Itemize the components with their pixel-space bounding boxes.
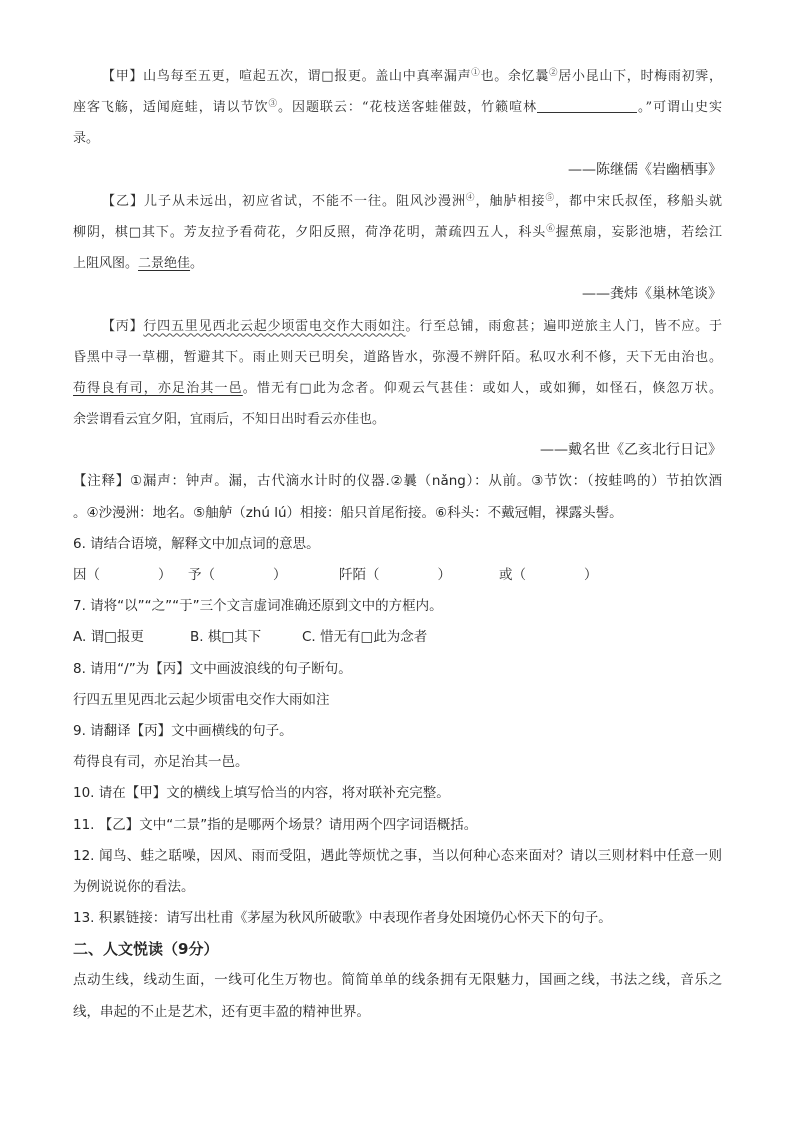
passage-source: ——陈继儒《岩幽栖事》 bbox=[568, 161, 722, 178]
question-8-sentence: 行四五里见西北云起少顷雷电交作大雨如注 bbox=[73, 691, 330, 708]
passage-line bbox=[73, 404, 722, 435]
question-13: 13. 积累链接：请写出杜甫《茅屋为秋风所破歌》中表现作者身处困境仍心怀天下的句子。 bbox=[73, 910, 612, 927]
question-7-options bbox=[73, 622, 722, 653]
text-segment: 居小昆山下，时梅雨初霁， bbox=[558, 69, 722, 84]
underlined-sentence: 苟得良有司，亦足治其一邑 bbox=[73, 380, 243, 396]
footnote-mark: ② bbox=[549, 68, 559, 78]
question-11: 11. 【乙】文中“二景”指的是哪两个场景？请用两个四字词语概括。 bbox=[73, 816, 478, 833]
text-segment: 昏黑中寻一草棚，暂避其下。雨止则天已明矣，道路皆水，弥漫不辨阡陌。私叹水利不修，天下无由治也。 bbox=[73, 349, 722, 365]
option-b: B. 棋□其下 bbox=[190, 629, 262, 646]
passage-line bbox=[73, 61, 722, 92]
passage-line bbox=[73, 123, 722, 154]
question-6-answer-row bbox=[73, 560, 722, 591]
question-12 bbox=[73, 841, 722, 903]
footnote-mark: ④ bbox=[465, 192, 476, 203]
page-content bbox=[73, 61, 722, 1028]
wavy-underlined-sentence: 行四五里见西北云起少顷雷电交作大雨如注 bbox=[143, 318, 406, 334]
passage-source: ——戴名世《乙亥北行日记》 bbox=[540, 442, 722, 459]
text-segment: 。④沙漫洲：地名。⑤舳舻（zhú lú）相接：船只首尾衔接。⑥科头：不戴冠帽，裸露头髻。 bbox=[73, 504, 623, 521]
text-segment: 。因题联云：“花枝送客蛙催鼓，竹籁喧林 bbox=[278, 100, 538, 116]
section-title: 二、人文悦读（9分） bbox=[73, 940, 219, 959]
text-segment: 录。 bbox=[73, 131, 100, 147]
question-6: 6. 请结合语境，解释文中加点词的意思。 bbox=[73, 535, 320, 552]
text-segment: 【甲】山鸟每至五更，喧起五次，谓□报更。盖山中真率漏声 bbox=[102, 69, 472, 84]
dotted-word: 阡陌 bbox=[339, 567, 366, 583]
paren-close: ） bbox=[158, 567, 172, 583]
passage-line bbox=[73, 373, 722, 404]
question-12-line bbox=[73, 841, 722, 872]
note-line bbox=[73, 466, 722, 497]
passage-jia bbox=[73, 61, 722, 155]
dotted-word: 予 bbox=[188, 567, 202, 583]
paragraph-line bbox=[73, 965, 722, 996]
paren-close: ） bbox=[273, 567, 287, 583]
text-segment: 12. 闻鸟、蛙之聒噪，因风、雨而受阻，遇此等烦忧之事，当以何种心态来面对？请以三则材料中任意一则 bbox=[73, 847, 722, 864]
text-segment: 线，串起的不止是艺术，还有更丰盈的精神世界。 bbox=[73, 1003, 370, 1020]
note-line bbox=[73, 498, 722, 529]
passage-line bbox=[73, 186, 722, 217]
answer-blank-line bbox=[537, 100, 637, 113]
text-segment: 。行至总铺，雨愈甚；遍叩逆旅主人门，皆不应。于 bbox=[405, 318, 722, 334]
paragraph-line bbox=[73, 997, 722, 1028]
dotted-word: 因 bbox=[73, 567, 87, 583]
footnote-mark: ① bbox=[471, 68, 481, 78]
text-segment: 点动生线，线动生面，一线可化生万物也。简简单单的线条拥有无限魅力，国画之线，书法之线，音乐之 bbox=[73, 972, 722, 989]
option-c: C. 惜无有□此为念者 bbox=[302, 629, 428, 646]
passage-yi bbox=[73, 186, 722, 280]
text-segment: 。”可谓山史实 bbox=[637, 100, 722, 116]
text-segment: 握蕉扇，妄影池塘，若绘江 bbox=[555, 224, 722, 240]
passage-bing bbox=[73, 311, 722, 436]
footnote-mark: ③ bbox=[268, 99, 279, 110]
passage-line bbox=[73, 311, 722, 342]
question-6-item bbox=[73, 560, 188, 591]
dotted-word: 或 bbox=[499, 567, 513, 583]
question-10: 10. 请在【甲】文的横线上填写恰当的内容，将对联补充完整。 bbox=[73, 785, 450, 802]
text-segment: 柳阴，棋□其下。芳友拉予看荷花，夕阳反照，荷净花明，萧疏四五人，科头 bbox=[73, 224, 547, 240]
text-segment: ，都中宋氏叔侄，移船头就 bbox=[554, 193, 722, 209]
option-a: A. 谓□报更 bbox=[73, 629, 144, 646]
question-7: 7. 请将“以”“之”“于”三个文言虚词准确还原到文中的方框内。 bbox=[73, 598, 443, 615]
annotation-notes bbox=[73, 466, 722, 528]
footnote-mark: ⑥ bbox=[546, 223, 556, 234]
paren-open: （ bbox=[512, 567, 526, 583]
underlined-sentence: 二景绝佳 bbox=[138, 256, 191, 272]
question-9-sentence: 苟得良有司，亦足治其一邑。 bbox=[73, 754, 249, 771]
footnote-mark: ⑤ bbox=[545, 192, 555, 203]
section-intro-paragraph bbox=[73, 965, 722, 1027]
text-segment: 为例说说你的看法。 bbox=[73, 878, 195, 895]
text-segment: 【注释】①漏声：钟声。漏，古代滴水计时的仪器.②曩（nǎng）：从前。③节饮：（按蛙鸣的）节拍饮酒 bbox=[73, 473, 722, 490]
passage-line bbox=[73, 342, 722, 373]
text-segment: 。 bbox=[190, 256, 204, 272]
text-segment: 。惜无有□此为念者。仰观云气甚佳：或如人，或如狮，如怪石，倏忽万状。 bbox=[242, 380, 722, 396]
text-segment: 上阻风图。 bbox=[73, 256, 139, 272]
question-6-item bbox=[499, 560, 598, 591]
question-8: 8. 请用“/”为【丙】文中画波浪线的句子断句。 bbox=[73, 660, 352, 677]
passage-line bbox=[73, 248, 722, 279]
text-segment: 余尝谓看云宜夕阳，宜雨后，不知日出时看云亦佳也。 bbox=[73, 412, 386, 428]
question-12-line bbox=[73, 872, 722, 903]
text-segment: 座客飞觞，适闻庭蛙，请以节饮 bbox=[73, 100, 269, 116]
paren-open: （ bbox=[366, 567, 380, 583]
question-6-item bbox=[188, 560, 339, 591]
paren-open: （ bbox=[86, 567, 100, 583]
paren-open: （ bbox=[201, 567, 215, 583]
text-segment: ，舳胪相接 bbox=[475, 193, 546, 209]
question-6-item bbox=[339, 560, 499, 591]
paren-close: ） bbox=[584, 567, 598, 583]
passage-source: ——龚炜《巢林笔谈》 bbox=[582, 286, 722, 303]
paren-close: ） bbox=[437, 567, 451, 583]
passage-line bbox=[73, 217, 722, 248]
text-segment: 【乙】儿子从未远出，初应省试，不能不一往。阻风沙漫洲 bbox=[102, 193, 466, 209]
question-9: 9. 请翻译【丙】文中画横线的句子。 bbox=[73, 722, 293, 739]
passage-line bbox=[73, 92, 722, 123]
text-segment: 【丙】 bbox=[102, 318, 144, 334]
text-segment: 也。余忆曩 bbox=[480, 69, 550, 84]
